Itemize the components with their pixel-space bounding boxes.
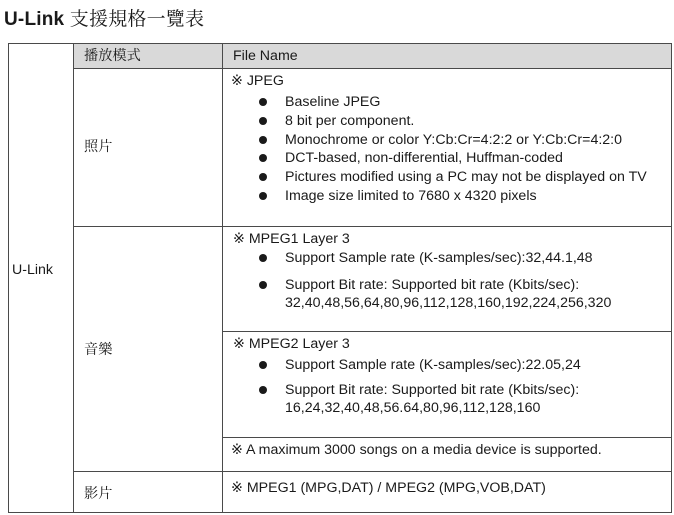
jpeg-heading: ※ JPEG xyxy=(231,73,284,89)
list-item-text: Support Sample rate (K-samples/sec):22.05,24 xyxy=(285,357,581,373)
bullet-icon xyxy=(259,98,267,106)
table-border-bottom xyxy=(8,512,672,513)
list-item-text: 8 bit per component. xyxy=(285,113,415,129)
table-border-left xyxy=(8,43,9,513)
table-border-right xyxy=(671,43,672,513)
side-label: U-Link xyxy=(12,262,53,278)
list-item-text: Support Bit rate: Supported bit rate (Kbits/sec): xyxy=(285,277,580,293)
list-item-text: Support Sample rate (K-samples/sec):32,44.1,48 xyxy=(285,250,593,266)
list-item-text: Baseline JPEG xyxy=(285,94,381,110)
title-rest: 支援規格一覽表 xyxy=(64,9,205,30)
list-item-text: Support Bit rate: Supported bit rate (Kbits/sec): xyxy=(285,382,580,398)
mode-photo: 照片 xyxy=(84,139,113,155)
list-item-text: DCT-based, non-differential, Huffman-coded xyxy=(285,150,563,166)
side-divider xyxy=(73,43,74,513)
table-header-background xyxy=(73,43,671,68)
page-title xyxy=(4,4,204,31)
bullet-icon xyxy=(259,386,267,394)
video-formats: ※ MPEG1 (MPG,DAT) / MPEG2 (MPG,VOB,DAT) xyxy=(231,480,546,496)
header-file-name: File Name xyxy=(233,48,298,64)
bullet-icon xyxy=(259,281,267,289)
mode-divider xyxy=(222,43,223,513)
mpeg1-heading: ※ MPEG1 Layer 3 xyxy=(233,231,350,247)
music-divider xyxy=(73,471,672,472)
list-item-text-cont: 16,24,32,40,48,56.64,80,96,112,128,160 xyxy=(285,400,541,416)
bullet-icon xyxy=(259,173,267,181)
bullet-icon xyxy=(259,192,267,200)
header-mode: 播放模式 xyxy=(84,48,141,64)
list-item-text: Image size limited to 7680 x 4320 pixels xyxy=(285,188,537,204)
list-item-text: Pictures modified using a PC may not be displayed on TV xyxy=(285,169,647,185)
mode-video: 影片 xyxy=(84,486,113,502)
mpeg2-heading: ※ MPEG2 Layer 3 xyxy=(233,336,350,352)
header-divider xyxy=(73,68,672,69)
mode-music: 音樂 xyxy=(84,342,113,358)
bullet-icon xyxy=(259,136,267,144)
photo-divider xyxy=(73,226,672,227)
bullet-icon xyxy=(259,154,267,162)
mpeg2-divider xyxy=(222,437,672,438)
table-border-top xyxy=(8,43,672,44)
list-item-text: Monochrome or color Y:Cb:Cr=4:2:2 or Y:Cb:Cr=4:2:0 xyxy=(285,132,622,148)
bullet-icon xyxy=(259,361,267,369)
music-note: ※ A maximum 3000 songs on a media device is supported. xyxy=(231,442,602,458)
mpeg1-divider xyxy=(222,331,672,332)
bullet-icon xyxy=(259,254,267,262)
title-brand: U-Link xyxy=(4,9,65,30)
list-item-text-cont: 32,40,48,56,64,80,96,112,128,160,192,224,256,320 xyxy=(285,295,612,311)
bullet-icon xyxy=(259,117,267,125)
